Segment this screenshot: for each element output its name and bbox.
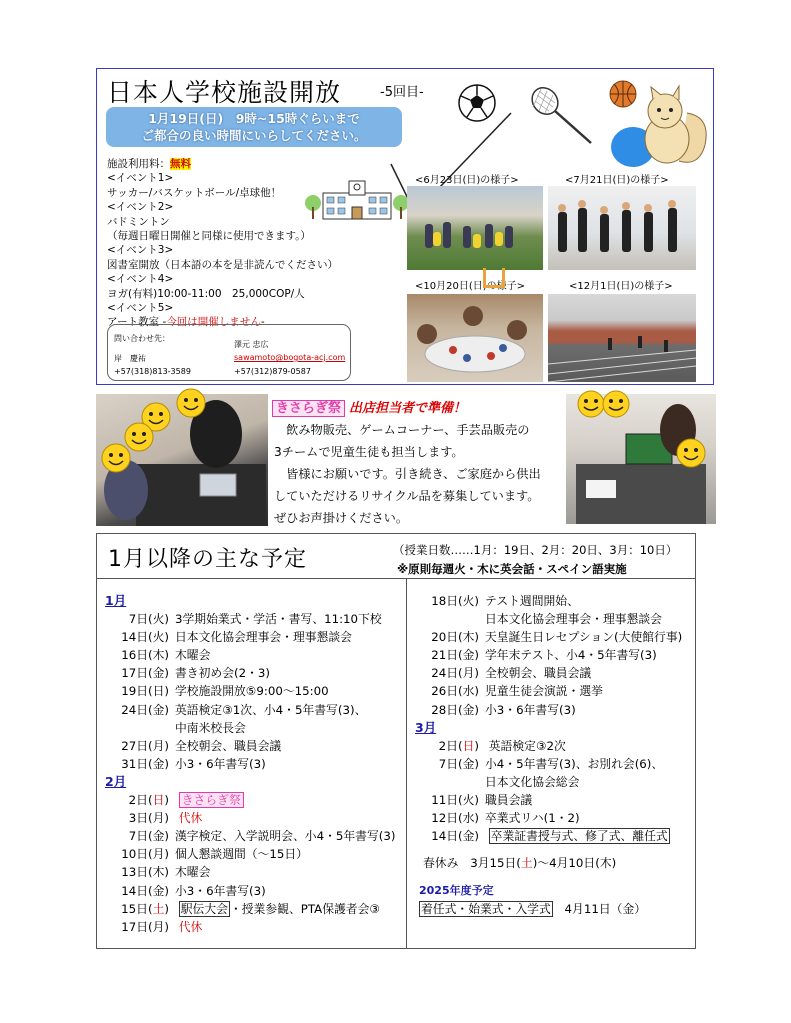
schedule-date: 2日(日) [128,793,169,808]
schedule-date: 17日(金) [121,666,169,681]
schedule-date: 15日(土) [121,901,169,916]
month-heading-row [105,773,405,791]
schedule-row [415,646,693,664]
month-heading-row [105,592,405,610]
photo-caption-oct: <10月20日(日)の様子> [415,281,526,292]
month-heading-jan: 1月 [105,593,127,608]
schedule-column-divider [406,578,407,948]
schedule-row [105,664,405,682]
smiley-icon [602,390,630,418]
contact-phone-2: +57(312)879-0587 [234,367,311,376]
schedule-date: 13日(木) [121,865,169,880]
month-heading-feb: 2月 [105,773,127,789]
schedule-date: 14日(火) [121,630,169,645]
schedule-date: 3日(月) [128,811,169,826]
banner-line-1: 1月19日(日) 9時~15時ぐらいまで [148,111,360,126]
event-line-art: アート教室 -今回は開催しません- [107,316,265,329]
facility-info [107,157,338,330]
photo-december-track [548,294,696,382]
schedule-box [96,533,696,949]
schedule-event: 小3・6年書写(3) [485,702,576,717]
schedule-date: 31日(金) [121,756,169,771]
event-line: <イベント4> [107,273,174,286]
class-days-note: （授業日数……1月：19日、2月：20日、3月：10日） [393,543,678,557]
photo-july-yoga [548,186,696,270]
schedule-event: ・授業参観、PTA保護者会③ [229,901,380,916]
spacer [415,872,693,881]
facility-date-banner [106,107,402,147]
photo-december-track-lines [548,294,696,382]
schedule-event: 日本文化協会理事会・理事懇談会 [485,612,662,627]
schedule-date: 10日(月) [121,847,169,862]
schedule-event: 全校朝会、職員会議 [175,738,282,753]
graduation-event-boxed: 卒業証書授与式、修了式、離任式 [490,829,668,844]
banner-line-2: ご都合の良い時間にいらしてください。 [141,128,367,143]
kisaragi-heading [272,397,466,416]
schedule-row [105,918,405,936]
schedule-date: 17日(月) [121,919,169,934]
schedule-header-divider [97,578,695,579]
schedule-date: 14日(金) [431,829,479,844]
fy-heading-row [415,881,693,899]
schedule-event: 日本文化協会総会 [485,774,580,789]
event-line: <イベント5> [107,302,174,315]
schedule-event: 日本文化協会理事会・理事懇談会 [175,630,352,645]
schedule-event: 漢字検定、入学説明会、小4・5年書写(3) [175,829,396,844]
schedule-row [105,827,405,845]
kisaragi-line: 皆様にお願いです。引き続き、ご家庭から供出 [274,467,541,481]
schedule-row [415,628,693,646]
schedule-event: 卒業式リハ(1・2) [485,811,580,826]
kisaragi-line: 3チームで児童生徒も担当します。 [274,445,464,459]
spacer [415,845,693,854]
schedule-row [415,809,693,827]
schedule-event: 学年末テスト、小4・5年書写(3) [485,648,657,663]
photo-connector [483,268,505,288]
schedule-row [105,646,405,664]
conversation-note: ※原則毎週火・木に英会話・スペイン語実施 [397,562,627,576]
schedule-row [105,719,405,737]
jan-rows [105,610,405,773]
photo-june-figures [407,186,543,270]
fy-row [415,900,693,918]
fee-value: 無料 [170,158,191,170]
schedule-row [105,809,405,827]
schedule-event: 英語検定③2次 [488,738,566,753]
not-held-note: 今回は開催しません [166,316,261,329]
spring-break-day: 土 [520,856,533,871]
photo-caption-jul: <7月21日(日)の様子> [565,175,669,186]
event-line: <イベント1> [107,172,174,185]
schedule-row [105,845,405,863]
photo-october-figures [407,294,543,382]
fy-ceremony-date: 4月11日（金） [564,901,647,916]
schedule-title: 1月以降の主な予定 [108,547,307,572]
schedule-date: 14日(金) [121,883,169,898]
facility-title: 日本人学校施設開放 [107,78,342,107]
schedule-event: 小4・5年書写(3)、お別れ会(6)、 [485,756,664,771]
contact-box [107,324,351,381]
photo-june-group [407,186,543,270]
schedule-row [105,737,405,755]
schedule-row [415,592,693,610]
smiley-icon [676,438,706,468]
spring-break-row: 春休み 3月15日(土)～4月10日(木) [423,856,617,871]
fy2025-label: 2025年度予定 [419,884,494,898]
fy-ceremony-boxed: 着任式・始業式・入学式 [421,901,551,916]
schedule-event: 書き初め会(2・3) [175,666,270,681]
schedule-row [105,701,405,719]
contact-label: 問い合わせ先： [114,334,170,343]
schedule-date: 2日(日) [438,738,479,753]
kisaragi-line: 飲み物販売、ゲームコーナー、手芸品販売の [274,423,530,437]
mar-rows [415,755,693,827]
schedule-date: 20日(木) [431,630,479,645]
schedule-row [415,737,693,755]
schedule-event: 小3・6年書写(3) [175,883,266,898]
schedule-event: 天皇誕生日レセプション(大使館行事) [485,630,683,645]
event-line: サッカー/バスケットボール/卓球他！ [107,186,282,199]
schedule-event: 職員会議 [485,793,533,808]
kisaragi-title: 出店担当者で準備！ [349,401,467,416]
schedule-date: 12日(水) [431,811,479,826]
schedule-event: 小3・6年書写(3) [175,756,266,771]
event-line: <イベント2> [107,201,174,214]
kisaragi-event-tag: きさらぎ祭 [179,792,244,808]
schedule-row [105,628,405,646]
schedule-date: 28日(金) [431,702,479,717]
photo-caption-dec: <12月1日(日)の様子> [569,281,673,292]
jan-rows-continued [415,592,693,719]
feb-rows [105,827,405,899]
schedule-row [105,900,405,918]
facility-round: -5回目- [380,85,424,100]
schedule-event: 全校朝会、職員会議 [485,666,592,681]
schedule-row [105,791,405,809]
school-building-icon [305,177,410,221]
fee-row [107,157,338,171]
schedule-date: 7日(金) [128,829,169,844]
schedule-event: 児童生徒会演説・選挙 [485,684,603,699]
schedule-date: 7日(火) [128,612,169,627]
contact-name-1: 岸 慶祐 [114,354,146,363]
month-heading-row [415,719,693,737]
schedule-event: 木曜会 [175,648,211,663]
schedule-row [105,755,405,773]
kisaragi-body [274,419,564,529]
schedule-date: 24日(金) [121,702,169,717]
contact-email-2[interactable]: sawamoto@bogota-acj.com [234,353,346,362]
schedule-event: 中南米校長会 [175,720,246,735]
month-heading-mar: 3月 [415,719,437,735]
schedule-row [415,773,693,791]
smiley-icon [101,443,131,473]
schedule-row [415,827,693,845]
kisaragi-tag: きさらぎ祭 [272,400,345,417]
photo-october-craft [407,294,543,382]
contact-phone-1: +57(318)813-3589 [114,367,191,376]
event-line: ヨガ(有料)10:00-11:00 25,000COP/人 [107,287,305,300]
schedule-row [415,682,693,700]
kisaragi-line: していただけるリサイクル品を募集しています。 [274,489,540,503]
fee-label: 施設利用料： [107,158,170,170]
schedule-date: 26日(水) [431,684,479,699]
schedule-event: 代休 [178,811,203,826]
schedule-row [415,791,693,809]
schedule-row [105,682,405,700]
photo-caption-jun: <6月23日(日)の様子> [415,175,519,186]
smiley-icon [577,390,605,418]
event-line: バドミントン [107,215,170,228]
event-line: 図書室開放（日本語の本を是非読んでください） [107,258,338,271]
schedule-event: 3学期始業式・学活・書写、11:10下校 [175,612,382,627]
schedule-row [105,882,405,900]
schedule-date: 19日(日) [121,684,169,699]
contact-name-2: 澤元 忠広 [234,340,269,349]
schedule-date: 27日(月) [121,738,169,753]
schedule-row [415,664,693,682]
schedule-row [415,610,693,628]
schedule-date: 18日(火) [431,594,479,608]
schedule-row [415,701,693,719]
schedule-date: 7日(金) [438,756,479,771]
schedule-event: テスト週間開始、 [485,594,579,608]
schedule-row [105,863,405,881]
badminton-racket-icon [527,85,597,147]
squirrel-mascot-icon [607,83,712,173]
schedule-row [105,610,405,628]
event-line: <イベント3> [107,244,174,257]
schedule-row [415,755,693,773]
schedule-event: 木曜会 [175,865,211,880]
schedule-event: 英語検定③1次、小4・5年書写(3)、 [175,702,367,717]
schedule-event: 学校施設開放⑤9:00～15:00 [175,684,329,699]
schedule-right-column [415,592,693,918]
facility-opening-box [96,68,714,385]
event-line: （毎週日曜日開催と同様に使用できます。） [107,230,311,243]
schedule-left-column [105,592,405,936]
ekiden-event-boxed: 駅伝大会 [180,901,228,916]
schedule-date: 16日(木) [121,648,169,663]
schedule-date: 21日(金) [431,648,479,663]
schedule-date: 24日(月) [431,666,479,681]
kisaragi-line: ぜひお声掛けください。 [274,511,409,525]
schedule-date: 11日(火) [431,793,479,808]
smiley-icon [176,388,206,418]
photo-july-figures [548,186,696,270]
schedule-event: 代休 [178,919,203,934]
schedule-event: 個人懇談週間（～15日） [175,847,308,862]
soccer-ball-icon [457,83,497,123]
